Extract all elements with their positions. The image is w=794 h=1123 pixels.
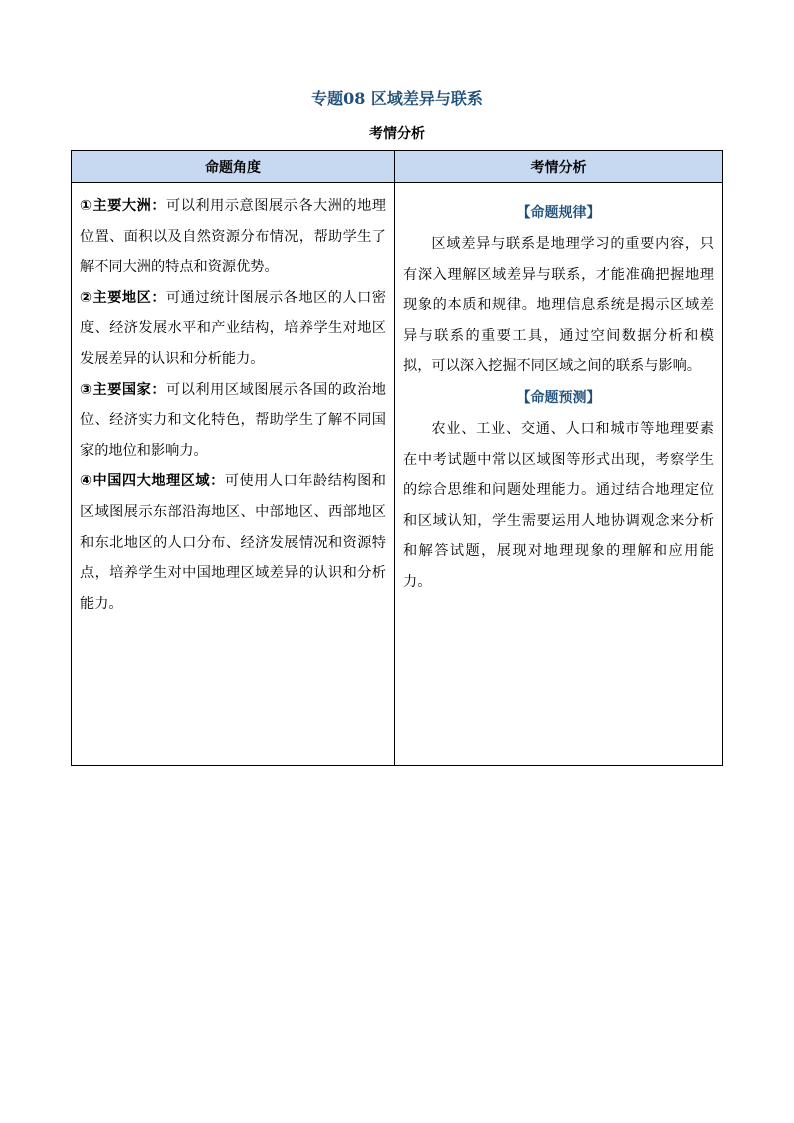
analysis-table bbox=[71, 150, 723, 766]
angle-item-head: ③主要国家： bbox=[80, 381, 167, 398]
angle-item-regions bbox=[80, 283, 386, 375]
rule-heading: 【命题规律】 bbox=[516, 205, 601, 221]
table-header-row bbox=[72, 151, 723, 183]
angle-item-text: 可以利用区域图展示各国的政治地位、经济实力和文化特色，帮助学生了解不同国家的地位和影响力。 bbox=[80, 381, 386, 459]
angle-item-head: ②主要地区： bbox=[80, 289, 167, 306]
forecast-text: 农业、工业、交通、人口和城市等地理要素在中考试题中常以区域图等形式出现，考察学生的综合思维和问题处理能力。通过结合地理定位和区域认知，学生需要运用人地协调观念来分析和解答试题，展现对地理现象的理解和应用能力。 bbox=[403, 420, 714, 590]
page-title: 专题08 区域差异与联系 bbox=[311, 89, 483, 108]
angle-item-head: ④中国四大地理区域： bbox=[80, 473, 225, 490]
forecast-heading: 【命题预测】 bbox=[516, 389, 601, 406]
table-body-row bbox=[72, 183, 723, 766]
column-header-analysis: 考情分析 bbox=[395, 151, 723, 183]
section-title: 考情分析 bbox=[369, 126, 425, 142]
rule-text: 区域差异与联系是地理学习的重要内容，只有深入理解区域差异与联系，才能准确把握地理现象的本质和规律。地理信息系统是揭示区域差异与联系的重要工具，通过空间数据分析和模拟，可以深入挖掘不同区域之间的联系与影响。 bbox=[403, 236, 714, 375]
angle-item-continents bbox=[80, 191, 386, 283]
angle-item-text: 可以利用示意图展示各大洲的地理位置、面积以及自然资源分布情况，帮助学生了解不同大洲的特点和资源优势。 bbox=[80, 198, 386, 276]
angle-item-china-regions bbox=[80, 466, 386, 619]
angle-item-countries bbox=[80, 375, 386, 467]
analysis-cell bbox=[395, 183, 723, 766]
column-header-angle: 命题角度 bbox=[72, 151, 395, 183]
angle-item-head: ①主要大洲： bbox=[80, 198, 167, 214]
angle-item-text: 可通过统计图展示各地区的人口密度、经济发展水平和产业结构，培养学生对地区发展差异的认识和分析能力。 bbox=[80, 289, 386, 367]
angle-cell bbox=[72, 183, 395, 766]
angle-item-text: 可使用人口年龄结构图和区域图展示东部沿海地区、中部地区、西部地区和东北地区的人口分布、经济发展情况和资源特点，培养学生对中国地理区域差异的认识和分析能力。 bbox=[80, 473, 386, 612]
